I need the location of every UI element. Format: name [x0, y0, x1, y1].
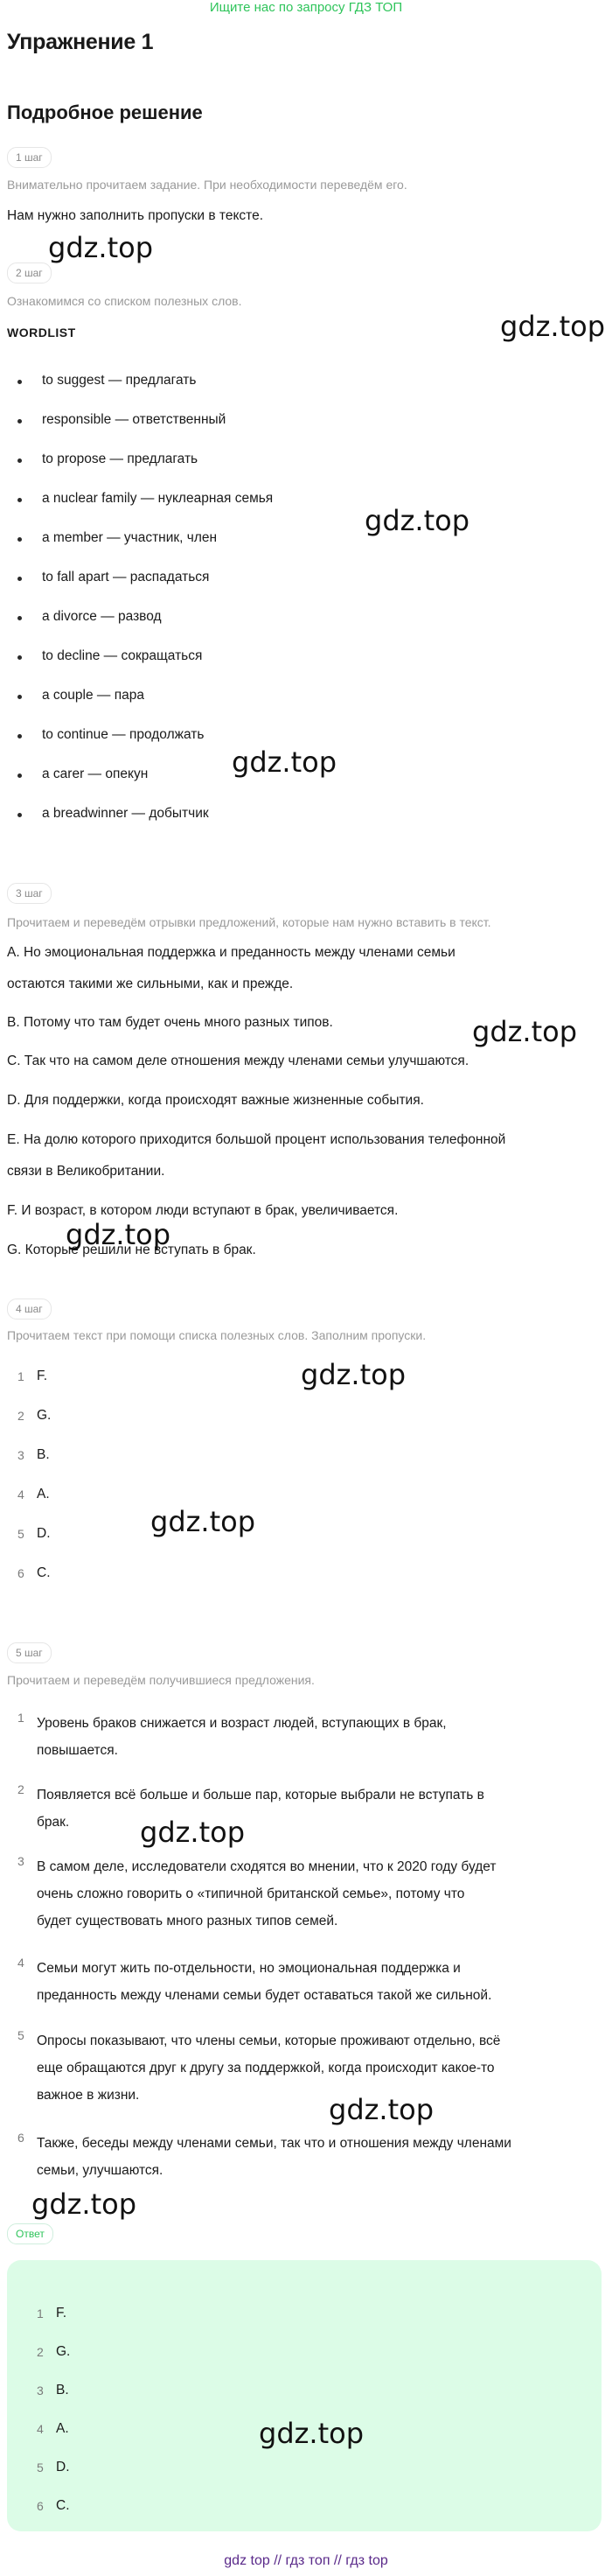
watermark: gdz.top — [301, 1358, 407, 1391]
watermark: gdz.top — [140, 1816, 246, 1849]
list-item: to suggest — предлагать — [0, 373, 612, 392]
watermark: gdz.top — [329, 2093, 435, 2126]
wordlist-heading: WORDLIST — [7, 326, 76, 340]
step-3-badge: 3 шаг — [7, 883, 52, 904]
list-item: 2 Появляется всё больше и больше пар, которые выбрали не вступать в брак. — [17, 1782, 484, 1830]
list-item: 3 В самом деле, исследователи сходятся во мнении, что к 2020 году будет очень сложно говорить о «типичной британской семье», потому что будет существовать много разных типов семей. — [17, 1854, 497, 1928]
watermark: gdz.top — [259, 2417, 365, 2450]
exercise-title: Упражнение 1 — [7, 30, 154, 54]
fragment-line: связи в Великобритании. — [7, 1164, 165, 1179]
list-item: 3 B. — [17, 1447, 50, 1462]
step-2-hint: Ознакомимся со списком полезных слов. — [7, 294, 242, 308]
list-item: to continue — продолжать — [0, 727, 612, 746]
answer-item: 2 G. — [37, 2344, 71, 2359]
answer-item: 4 A. — [37, 2421, 69, 2436]
list-item: to decline — сокращаться — [0, 648, 612, 668]
list-item: 2 G. — [17, 1408, 52, 1423]
list-item: to propose — предлагать — [0, 452, 612, 471]
list-item: 6 Также, беседы между членами семьи, так что и отношения между членами семьи, улучшаются. — [17, 2131, 511, 2178]
list-item: a divorce — развод — [0, 609, 612, 628]
watermark: gdz.top — [472, 1015, 578, 1048]
answer-badge: Ответ — [7, 2223, 53, 2244]
list-item: to fall apart — распадаться — [0, 570, 612, 589]
answer-item: 6 C. — [37, 2498, 70, 2513]
solution-title: Подробное решение — [7, 102, 203, 123]
step-2-badge: 2 шаг — [7, 262, 52, 284]
list-item: 6 C. — [17, 1565, 51, 1580]
step-5-hint: Прочитаем и переведём получившиеся предложения. — [7, 1673, 315, 1687]
list-item: 5 Опросы показывают, что члены семьи, которые проживают отдельно, всё еще обращаются друг к другу за поддержкой, когда происходит какое-то важное в жизни. — [17, 2028, 501, 2103]
fragment-line: E. На долю которого приходится большой процент использования телефонной — [7, 1132, 506, 1147]
fragment-line: F. И возраст, в котором люди вступают в брак, увеличивается. — [7, 1203, 399, 1218]
answer-item: 3 B. — [37, 2383, 69, 2398]
fragment-line: A. Но эмоциональная поддержка и преданность между членами семьи — [7, 945, 456, 960]
fragment-line: B. Потому что там будет очень много разных типов. — [7, 1015, 333, 1030]
list-item: responsible — ответственный — [0, 412, 612, 431]
list-item: 1 F. — [17, 1368, 48, 1383]
footer-links[interactable]: gdz top // гдз топ // гдз top — [224, 2553, 388, 2568]
list-item: a nuclear family — нуклеарная семья — [0, 491, 612, 510]
list-item: a member — участник, член — [0, 530, 612, 550]
answer-item: 5 D. — [37, 2460, 70, 2474]
watermark: gdz.top — [48, 231, 154, 264]
step-1-text: Нам нужно заполнить пропуски в тексте. — [7, 208, 264, 223]
step-3-hint: Прочитаем и переведём отрывки предложений, которые нам нужно вставить в текст. — [7, 915, 491, 929]
list-item: 1 Уровень браков снижается и возраст людей, вступающих в брак, повышается. — [17, 1711, 447, 1758]
fragment-line: D. Для поддержки, когда происходят важные жизненные события. — [7, 1093, 424, 1108]
list-item: 4 A. — [17, 1487, 50, 1502]
list-item: 5 D. — [17, 1526, 51, 1541]
watermark: gdz.top — [150, 1505, 256, 1538]
watermark: gdz.top — [365, 504, 470, 537]
watermark: gdz.top — [31, 2188, 137, 2221]
list-item: a carer — опекун — [0, 766, 612, 786]
answer-box — [7, 2260, 602, 2531]
fragment-line: G. Которые решили не вступать в брак. — [7, 1242, 256, 1257]
step-1-badge: 1 шаг — [7, 147, 52, 168]
watermark: gdz.top — [500, 310, 606, 343]
list-item: a couple — пара — [0, 688, 612, 707]
watermark: gdz.top — [232, 746, 337, 779]
fragment-line: остаются такими же сильными, как и прежде. — [7, 976, 294, 991]
fragment-line: C. Так что на самом деле отношения между членами семьи улучшаются. — [7, 1054, 469, 1068]
step-4-badge: 4 шаг — [7, 1298, 52, 1320]
answer-item: 1 F. — [37, 2306, 67, 2320]
list-item: a breadwinner — добытчик — [0, 806, 612, 825]
step-5-badge: 5 шаг — [7, 1642, 52, 1663]
step-4-hint: Прочитаем текст при помощи списка полезных слов. Заполним пропуски. — [7, 1328, 427, 1342]
list-item: 4 Семьи могут жить по-отдельности, но эмоциональная поддержка и преданность между членами семьи будет оставаться такой же сильной. — [17, 1956, 492, 2003]
step-1-hint: Внимательно прочитаем задание. При необходимости переведём его. — [7, 178, 407, 192]
watermark: gdz.top — [66, 1218, 171, 1251]
search-hint-link[interactable]: Ищите нас по запросу ГДЗ ТОП — [209, 0, 403, 15]
